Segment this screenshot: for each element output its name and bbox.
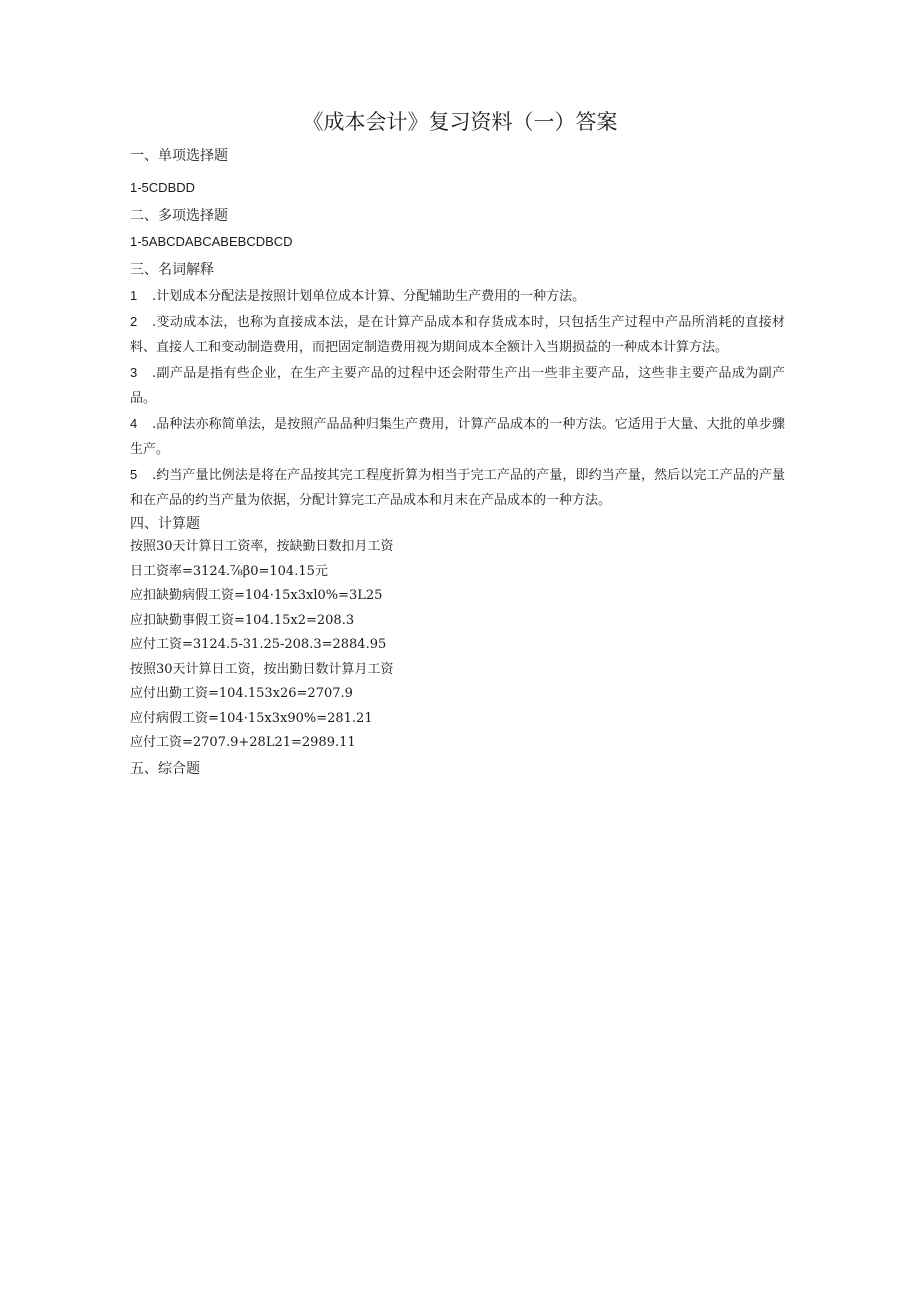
item-text: .品种法亦称简单法，是按照产品品种归集生产费用，计算产品成本的一种方法。它适用于大量、大批的单步骤生产。 [130,417,785,457]
calc-line: 日工资率=3124.⅞β0=104.15元 [130,563,328,579]
calc-line: 按照30天计算日工资，按出勤日数计算月工资 [130,661,394,677]
answer-line: 1-5ABCDABCABEBCDBCD [130,234,293,249]
item-number: 1 [130,288,138,303]
calc-line: 应付工资=3124.5-31.25-208.3=2884.95 [130,637,387,652]
calc-line: 应付出勤工资=104.153x26=2707.9 [130,686,353,701]
document-body [130,145,785,780]
section-single-choice [130,145,785,199]
definition-item [130,283,785,309]
item-number: 5 [130,467,138,482]
calc-line: 应扣缺勤事假工资=104.15x2=208.3 [130,612,355,628]
calc-line: 应付工资=2707.9+28L21=2989.11 [130,735,356,750]
item-text: .变动成本法，也称为直接成本法，是在计算产品成本和存货成本时，只包括生产过程中产品所消耗的直接材料、直接人工和变动制造费用，而把固定制造费用视为期间成本全额计入当期损益的一种成本计算方法。 [130,315,785,355]
section-heading: 三、名词解释 [130,262,214,278]
definition-item [130,309,785,360]
section-multiple-choice [130,205,785,253]
definition-item [130,462,785,513]
document-title: 《成本会计》复习资料（一）答案 [302,110,618,134]
section-heading: 二、多项选择题 [130,208,228,224]
section-heading: 五、综合题 [130,760,200,777]
calc-line: 应扣缺勤病假工资=104·15x3xl0%=3L25 [130,588,383,603]
definition-item [130,411,785,462]
item-number: 3 [130,365,138,380]
section-heading: 一、单项选择题 [130,148,228,164]
item-number: 4 [130,416,138,431]
calc-line: 应付病假工资=104·15x3x90%=281.21 [130,710,373,726]
item-text: .约当产量比例法是将在产品按其完工程度折算为相当于完工产品的产量，即约当产量，然后以完工产品的产量和在产品的约当产量为依据，分配计算完工产品成本和月末在产品成本的一种方法。 [130,468,785,508]
section-calculation [130,513,785,756]
section-definitions [130,259,785,513]
section-comprehensive [130,758,785,780]
answer-line: 1-5CDBDD [130,180,196,195]
section-heading: 四、计算题 [130,516,200,532]
item-text: .副产品是指有些企业，在生产主要产品的过程中还会附带生产出一些非主要产品，这些非主要产品成为副产品。 [130,366,785,406]
item-number: 2 [130,314,138,329]
item-text: .计划成本分配法是按照计划单位成本计算、分配辅助生产费用的一种方法。 [152,289,586,304]
calc-line: 按照30天计算日工资率，按缺勤日数扣月工资 [130,539,394,554]
definition-item [130,360,785,411]
